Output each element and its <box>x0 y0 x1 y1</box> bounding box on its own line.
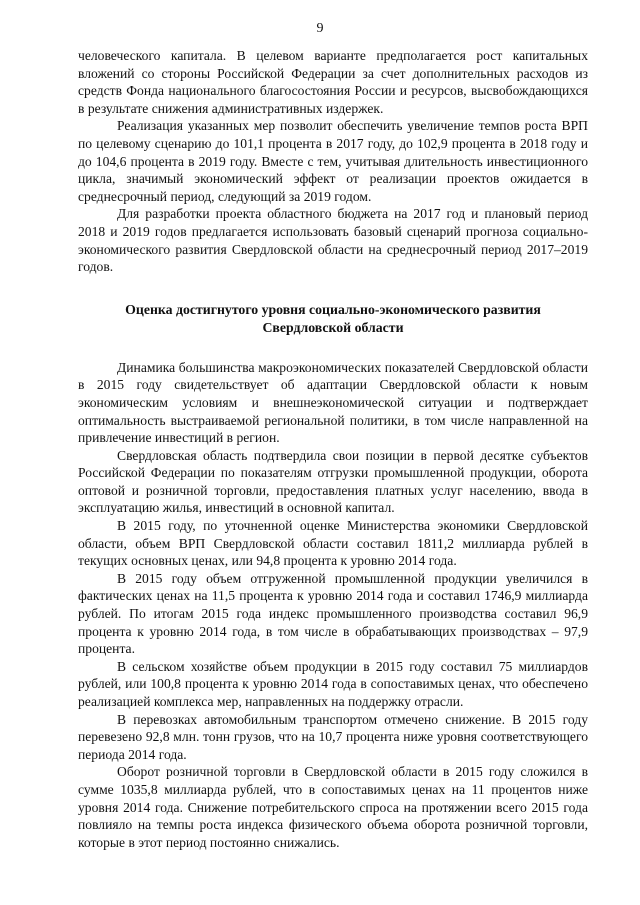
paragraph-top-ten-position: Свердловская область подтвердила свои позиции в первой десятке субъектов Российской Федерации по показателям отгрузки промышленной продукции, оборота оптовой и розничной торговли, предоставления платных услуг населению, ввода в эксплуатацию жилья, инвестиций в основной капитал. <box>78 447 588 516</box>
paragraph-budget-scenario: Для разработки проекта областного бюджета на 2017 год и плановый период 2018 и 2019 годов предлагается использовать базовый сценарий прогноза социально-экономического развития Свердловской области на среднесрочный период 2017–2019 годов. <box>78 206 588 275</box>
paragraph-human-capital: человеческого капитала. В целевом варианте предполагается рост капитальных вложений со стороны Российской Федерации за счет дополнительных расходов из средств Фонда национального благосостояния России и ресурсов, высвобождающихся в результате снижения административных издержек. <box>78 48 588 116</box>
paragraph-grp-growth: Реализация указанных мер позволит обеспечить увеличение темпов роста ВРП по целевому сценарию до 101,1 процента в 2017 году, до 102,9 процента в 2018 году и до 104,6 процента в 2019 году. Вместе с тем, учитывая длительность инвестиционного цикла, значимый экономический эффект от реализации проектов ожидается в среднесрочный период, следующий за 2019 годом. <box>78 118 588 204</box>
paragraph-macro-dynamics: Динамика большинства макроэкономических показателей Свердловской области в 2015 году свидетельствует об адаптации Свердловской области к новым экономическим условиям и внешнеэкономической ситуации и подтверждает оптимальность выстраиваемой региональной политики, в том числе направленной на привлечение инвестиций в регион. <box>78 359 588 446</box>
section-heading <box>78 301 588 337</box>
document-body <box>78 47 588 851</box>
section-heading-line-1: Оценка достигнутого уровня социально-экономического развития <box>125 301 541 317</box>
paragraph-agriculture: В сельском хозяйстве объем продукции в 2015 году составил 75 миллиардов рублей, или 100,8 процента к уровню 2014 года в сопоставимых ценах, что обеспечено реализацией комплекса мер, направленных на поддержку отрасли. <box>78 658 588 709</box>
paragraph-industrial-output: В 2015 году объем отгруженной промышленной продукции увеличился в фактических ценах на 11,5 процента к уровню 2014 года и составил 1746,9 миллиарда рублей. По итогам 2015 года индекс промышленного производства составил 96,9 процента к уровню 2014 года, в том числе в обрабатывающих производствах – 97,9 процента. <box>78 570 588 657</box>
page-number: 9 <box>316 21 324 36</box>
paragraph-retail-turnover: Оборот розничной торговли в Свердловской области в 2015 году сложился в сумме 1035,8 миллиарда рублей, что в сопоставимых ценах на 11 процентов ниже уровня 2014 года. Снижение потребительского спроса на протяжении всего 2015 года повлияло на темпы роста индекса физического объема оборота розничной торговли, которые в этот период постоянно снижались. <box>78 764 588 850</box>
section-heading-line-2: Свердловской области <box>262 319 404 335</box>
paragraph-road-transport: В перевозках автомобильным транспортом отмечено снижение. В 2015 году перевезено 92,8 млн. тонн грузов, что на 10,7 процента ниже уровня соответствующего периода 2014 года. <box>78 711 588 762</box>
paragraph-grp-volume: В 2015 году, по уточненной оценке Министерства экономики Свердловской области, объем ВРП Свердловской области составил 1811,2 миллиарда рублей в текущих основных ценах, или 94,8 процента к уровню 2014 года. <box>78 518 588 569</box>
